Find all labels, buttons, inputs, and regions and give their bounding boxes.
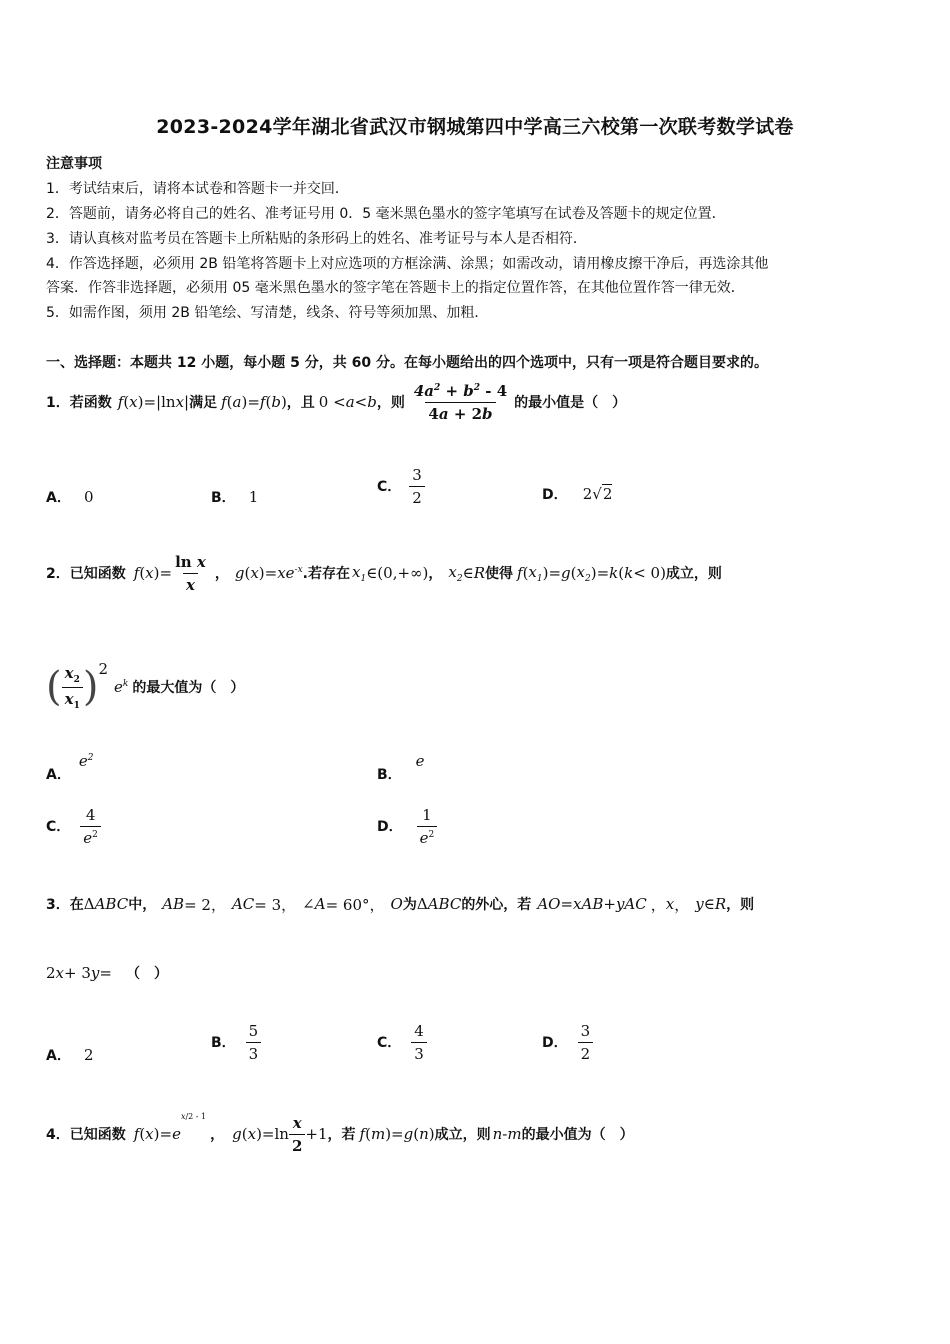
q2-option-c[interactable]: C． $\frac{4}{e^2}$ xyxy=(46,800,101,852)
notice-5: 5．如需作图，须用 2B 铅笔绘、写清楚，线条、符号等须加黑、加粗． xyxy=(46,305,489,321)
q4-text-2: ，若 xyxy=(327,1127,356,1143)
notice-1: 1．考试结束后，请将本试卷和答题卡一并交回． xyxy=(46,181,349,197)
q2-text-1: ， xyxy=(214,566,229,582)
q1-option-d[interactable]: D． 2√2 xyxy=(542,485,613,503)
q1-option-a[interactable]: A． 0 xyxy=(46,488,94,506)
q4-text-3: 成立，则 xyxy=(434,1127,491,1143)
question-1: 1．若函数 f ( x )=|ln x | 满足 f ( a )= f ( b ) ，且 0 < a < b ，则 $\frac{4a^2 + b^2 - 4}{4a + 2b}$ 的最小值是（ ） xyxy=(46,381,627,423)
question-3-cont: 2 x + 3 y = （ ） xyxy=(46,964,168,982)
q1-expression: $\frac{4a^2 + b^2 - 4}{4a + 2b}$ xyxy=(413,381,508,423)
q4-text-4: 的最小值为（ ） xyxy=(521,1127,634,1143)
q2-option-a[interactable]: A． $e^2$ xyxy=(46,752,94,783)
q3-text-5: （ ） xyxy=(125,966,168,982)
q2-text-4: 使得 xyxy=(485,566,513,582)
question-2: 2．已知函数 f ( x )= $\frac{\text{ln x}}{x}$ ， g ( x )= $xe^{-x}$ .若存在 $x_1$ ∈(0,+∞) ， $x_2$ ∈ R 使得 f ( $x_1$ )= g ( $x_2$ )= k ( k < 0) 成立，则 xyxy=(46,552,722,594)
q3-option-b[interactable]: B． $\frac{5}{3}$ xyxy=(211,1016,261,1068)
notice-3: 3．请认真核对监考员在答题卡上所粘贴的条形码上的姓名、准考证号与本人是否相符． xyxy=(46,231,587,247)
q2-text-6: 的最大值为（ ） xyxy=(132,680,245,696)
q3-option-c[interactable]: C． $\frac{4}{3}$ xyxy=(377,1016,427,1068)
notice-heading: 注意事项 xyxy=(46,156,102,172)
q1-function: f xyxy=(117,393,124,411)
page-title: 2023-2024学年湖北省武汉市钢城第四中学高三六校第一次联考数学试卷 xyxy=(156,116,794,138)
q2-text-2: .若存在 xyxy=(302,566,350,582)
q3-option-d[interactable]: D． $\frac{3}{2}$ xyxy=(542,1016,593,1068)
question-3: 3．在 Δ ABC 中， AB = 2， AC = 3， ∠ A = 60°， O 为 Δ ABC 的外心，若 AO = xAB + yAC ， x ， y ∈ R ，则 xyxy=(46,895,755,914)
q3-prefix: 3．在 xyxy=(46,897,84,913)
q1-prefix: 1．若函数 xyxy=(46,395,112,411)
q1-text-4: 的最小值是（ ） xyxy=(514,395,627,411)
section-heading: 一、选择题：本题共 12 小题，每小题 5 分，共 60 分。在每小题给出的四个选项中，只有一项是符合题目要求的。 xyxy=(46,355,768,371)
q3-text-3: 的外心，若 xyxy=(461,897,532,913)
q1-option-c[interactable]: C． $\frac{3}{2}$ xyxy=(377,460,425,512)
q2-option-b[interactable]: B． e xyxy=(377,752,425,783)
q3-text-4: ，则 xyxy=(726,897,755,913)
q3-text-2: 为 xyxy=(402,897,417,913)
q2-prefix: 2．已知函数 xyxy=(46,566,126,582)
q4-prefix: 4．已知函数 xyxy=(46,1127,126,1143)
notice-4-cont: 答案．作答非选择题，必须用 05 毫米黑色墨水的签字笔在答题卡上的指定位置作答，在其他位置作答一律无效． xyxy=(46,280,745,296)
q1-text-2: ，且 xyxy=(286,395,315,411)
notice-2: 2．答题前，请务必将自己的姓名、准考证号用 0．5 毫米黑色墨水的签字笔填写在试卷及答题卡的规定位置． xyxy=(46,206,726,222)
q3-option-a[interactable]: A． 2 xyxy=(46,1046,94,1064)
question-2-cont: ( $\frac{x_2}{x_1}$ ) 2 $e^k$ 的最大值为（ ） xyxy=(46,660,245,711)
q2-text-3: ， xyxy=(428,566,443,582)
q4-text-1: ， xyxy=(210,1127,225,1143)
q2-option-d[interactable]: D． $\frac{1}{e^2}$ xyxy=(377,800,437,852)
notice-4: 4．作答选择题，必须用 2B 铅笔将答题卡上对应选项的方框涂满、涂黑；如需改动，请用橡皮擦干净后，再选涂其他 xyxy=(46,256,769,272)
q1-text-1: 满足 xyxy=(189,395,218,411)
q1-option-b[interactable]: B． 1 xyxy=(211,488,259,506)
q3-text-1: 中， xyxy=(128,897,157,913)
question-4: 4．已知函数 f ( x )= e x/2 - 1 ， g ( x )=ln $\frac{x}{2}$ +1 ，若 f ( m )= g ( n ) 成立，则 n - m 的最小值为（ ） xyxy=(46,1112,634,1155)
q1-text-3: ，则 xyxy=(376,395,405,411)
q2-text-5: 成立，则 xyxy=(665,566,722,582)
